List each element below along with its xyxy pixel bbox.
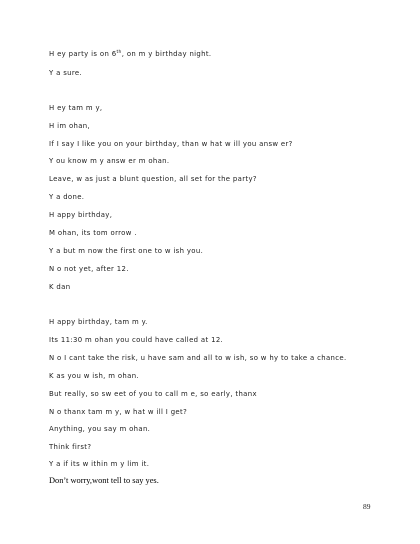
- text-line: M ohan, its tom orrow .: [49, 229, 137, 237]
- text-line: N o not yet, after 12.: [49, 265, 129, 273]
- text-line: H ey party is on 6th, on m y birthday night.: [49, 50, 212, 58]
- text-line: N o thanx tam m y, w hat w ill I get?: [49, 408, 188, 416]
- text-line: Y a sure.: [49, 69, 83, 77]
- text-line: Y a but m now the first one to w ish you.: [49, 247, 204, 255]
- text-line: But really, so sw eet of you to call m e, so early, thanx: [49, 390, 257, 398]
- text-line: Its 11:30 m ohan you could have called at 12.: [49, 336, 224, 344]
- text-line: H ey tam m y,: [49, 104, 103, 112]
- text-line: H im ohan,: [49, 122, 91, 130]
- text-line: Y a done.: [49, 193, 85, 201]
- text-line: Y ou know m y answ er m ohan.: [49, 157, 170, 165]
- text-line: K dan: [49, 283, 71, 291]
- text-line: Think first?: [49, 443, 92, 451]
- text-line: Y a if its w ithin m y lim it.: [49, 460, 150, 468]
- text-line: N o I cant take the risk, u have sam and all to w ish, so w hy to take a chance.: [49, 354, 347, 362]
- page-number: 89: [363, 502, 371, 511]
- text-line: Don’t worry,wont tell to say yes.: [49, 476, 159, 485]
- text-line: Anything, you say m ohan.: [49, 425, 151, 433]
- text-line: K as you w ish, m ohan.: [49, 372, 139, 380]
- text-line: If I say I like you on your birthday, than w hat w ill you answ er?: [49, 140, 293, 148]
- text-line: H appy birthday, tam m y.: [49, 318, 148, 326]
- text-line: H appy birthday,: [49, 211, 113, 219]
- text-line: Leave, w as just a blunt question, all set for the party?: [49, 175, 257, 183]
